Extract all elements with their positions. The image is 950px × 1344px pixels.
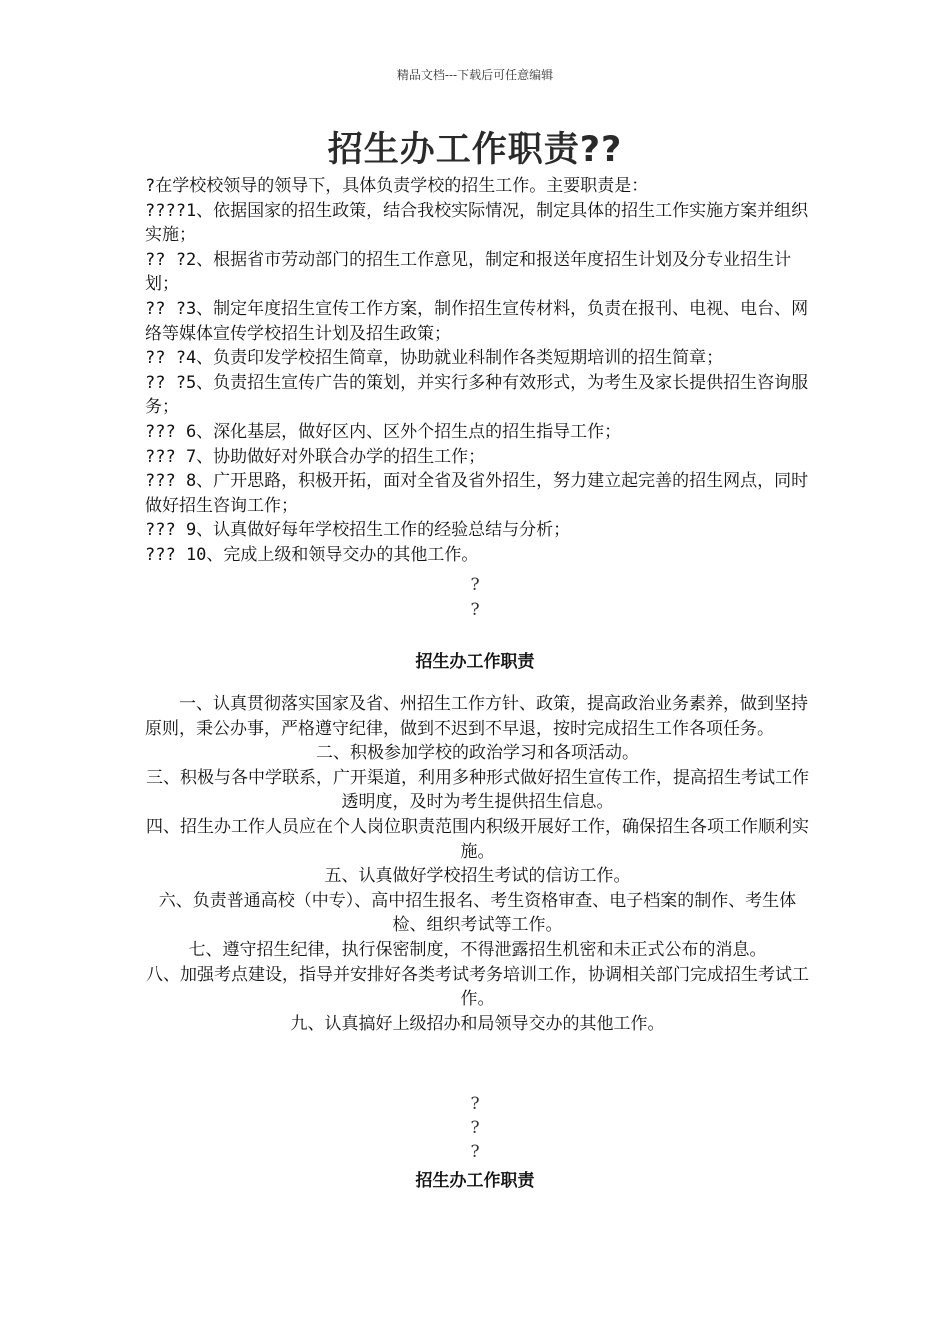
list-item: ??? 6、深化基层，做好区内、区外个招生点的招生指导工作； bbox=[145, 421, 622, 442]
duty-item: 一、认真贯彻落实国家及省、州招生工作方针、政策，提高政治业务素养，做到坚持原则，秉公办事，严格遵守纪律，做到不迟到不早退，按时完成招生工作各项任务。 bbox=[145, 694, 808, 739]
page-title: 招生办工作职责?? bbox=[327, 130, 623, 170]
responsibilities-list bbox=[145, 174, 810, 568]
section-title: 招生办工作职责 bbox=[415, 652, 535, 672]
question-mark: ? bbox=[470, 575, 480, 595]
duty-item: 三、积极与各中学联系，广开渠道，利用多种形式做好招生宣传工作，提高招生考试工作透明度，及时为考生提供招生信息。 bbox=[146, 767, 809, 813]
list-item: ?? ?3、制定年度招生宣传工作方案，制作招生宣传材料，负责在报刊、电视、电台、网络等媒体宣传学校招生计划及招生政策； bbox=[145, 298, 809, 344]
list-item: ?? ?2、根据省市劳动部门的招生工作意见，制定和报送年度招生计划及分专业招生计划； bbox=[145, 249, 792, 295]
duty-item: 九、认真搞好上级招办和局领导交办的其他工作。 bbox=[290, 1013, 665, 1034]
question-mark: ? bbox=[470, 600, 480, 620]
question-mark: ? bbox=[470, 1118, 480, 1138]
intro-paragraph: ?在学校校领导的领导下，具体负责学校的招生工作。主要职责是： bbox=[145, 176, 649, 196]
duty-item: 五、认真做好学校招生考试的信访工作。 bbox=[324, 866, 631, 887]
header-note: 精品文档---下载后可任意编辑 bbox=[396, 68, 554, 82]
list-item: ??? 8、广开思路，积极开拓，面对全省及省外招生，努力建立起完善的招生网点，同时做好招生咨询工作； bbox=[145, 471, 809, 516]
duty-item: 四、招生办工作人员应在个人岗位职责范围内积级开展好工作，确保招生各项工作顺利实施。 bbox=[146, 816, 809, 862]
list-item: ????1、依据国家的招生政策，结合我校实际情况，制定具体的招生工作实施方案并组织实施； bbox=[145, 200, 809, 246]
list-item: ?? ?4、负责印发学校招生简章，协助就业科制作各类短期培训的招生简章； bbox=[145, 348, 724, 369]
list-item: ?? ?5、负责招生宣传广告的策划，并实行多种有效形式，为考生及家长提供招生咨询服务； bbox=[145, 372, 809, 418]
duty-item: 二、积极参加学校的政治学习和各项活动。 bbox=[316, 743, 639, 764]
list-item: ??? 7、协助做好对外联合办学的招生工作； bbox=[145, 446, 486, 467]
duty-item: 七、遵守招生纪律，执行保密制度，不得泄露招生机密和未正式公布的消息。 bbox=[188, 939, 767, 960]
question-mark: ? bbox=[470, 1142, 480, 1162]
duty-item: 六、负责普通高校（中专）、高中招生报名、考生资格审查、电子档案的制作、考生体检、组织考试等工作。 bbox=[158, 890, 797, 936]
list-item: ??? 10、完成上级和领导交办的其他工作。 bbox=[145, 544, 479, 565]
question-mark: ? bbox=[470, 1094, 480, 1114]
section-title: 招生办工作职责 bbox=[415, 1171, 535, 1191]
list-item: ??? 9、认真做好每年学校招生工作的经验总结与分析； bbox=[145, 520, 571, 541]
duties-list bbox=[145, 692, 810, 1036]
duty-item: 八、加强考点建设，指导并安排好各类考试考务培训工作，协调相关部门完成招生考试工作。 bbox=[146, 964, 809, 1010]
